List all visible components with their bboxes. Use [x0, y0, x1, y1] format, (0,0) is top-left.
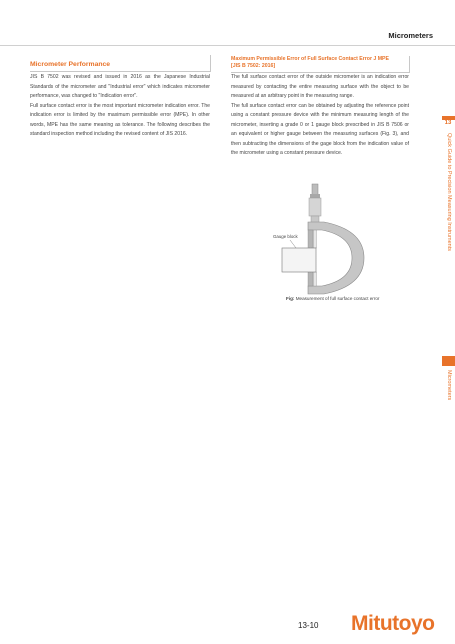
section-heading-mpe [231, 56, 389, 70]
side-tab-marker-section [442, 356, 455, 366]
figure-label-gauge-block: Gauge block [273, 234, 298, 239]
section-heading-micrometer-performance: Micrometer Performance [30, 61, 111, 68]
left-body-text [30, 73, 210, 140]
header-divider [0, 45, 455, 46]
side-chapter-number: 13 [444, 120, 452, 126]
figure-caption [286, 296, 379, 301]
section-heading-mpe-line1: Maximum Permissible Error of Full Surface Contact Error J MPE [231, 56, 389, 62]
figure-caption-text: Measurement of full surface contact error [294, 296, 380, 301]
figure-caption-prefix: Fig: [286, 296, 295, 301]
page-number: 13-10 [298, 621, 319, 630]
left-paragraph-1: JIS B 7502 was revised and issued in 2016 as the Japanese Industrial Standards of the micrometer and "Industrial error" which indicates micrometer performance, was changed to "Indication error". [30, 74, 210, 99]
section-heading-mpe-rule-tick [409, 56, 410, 73]
side-section-title: Micrometers [446, 370, 452, 401]
right-paragraph-2: The full surface contact error can be obtained by adjusting the reference point using a constant pressure device with the minimum measuring length of the micrometer, inserting a grade 0 or 1 gauge block prescribed in JIS B 7506 or an equivalent or higher gauge between the measuring surfaces (Fig. 3), and then subtracting the dimensions of the gage block from the indication value of the micrometer using a constant pressure device. [231, 102, 409, 156]
section-heading-rule [30, 71, 210, 72]
side-guide-title: Quick Guide to Precision Measuring Instruments [446, 133, 452, 251]
right-paragraph-1: The full surface contact error of the outside micrometer is an indication error measured by contacting the entire measuring surface with the object to be measured at an arbitrary point in the measuring range. [231, 74, 409, 99]
micrometer-figure [268, 182, 378, 300]
right-body-text [231, 73, 409, 159]
section-heading-mpe-line2: [JIS B 7502: 2016] [231, 63, 276, 69]
left-paragraph-2: Full surface contact error is the most important micrometer indication error. The indication error is limited by the maximum permissible error (MPE). In other words, MPE has the same meaning as tolerance. The following describes the standard inspection method including the revised content of JIS 2016. [30, 102, 210, 137]
mitutoyo-logo: Mitutoyo [351, 612, 435, 635]
section-heading-rule-tick [210, 55, 211, 72]
running-header-title: Micrometers [388, 31, 433, 40]
